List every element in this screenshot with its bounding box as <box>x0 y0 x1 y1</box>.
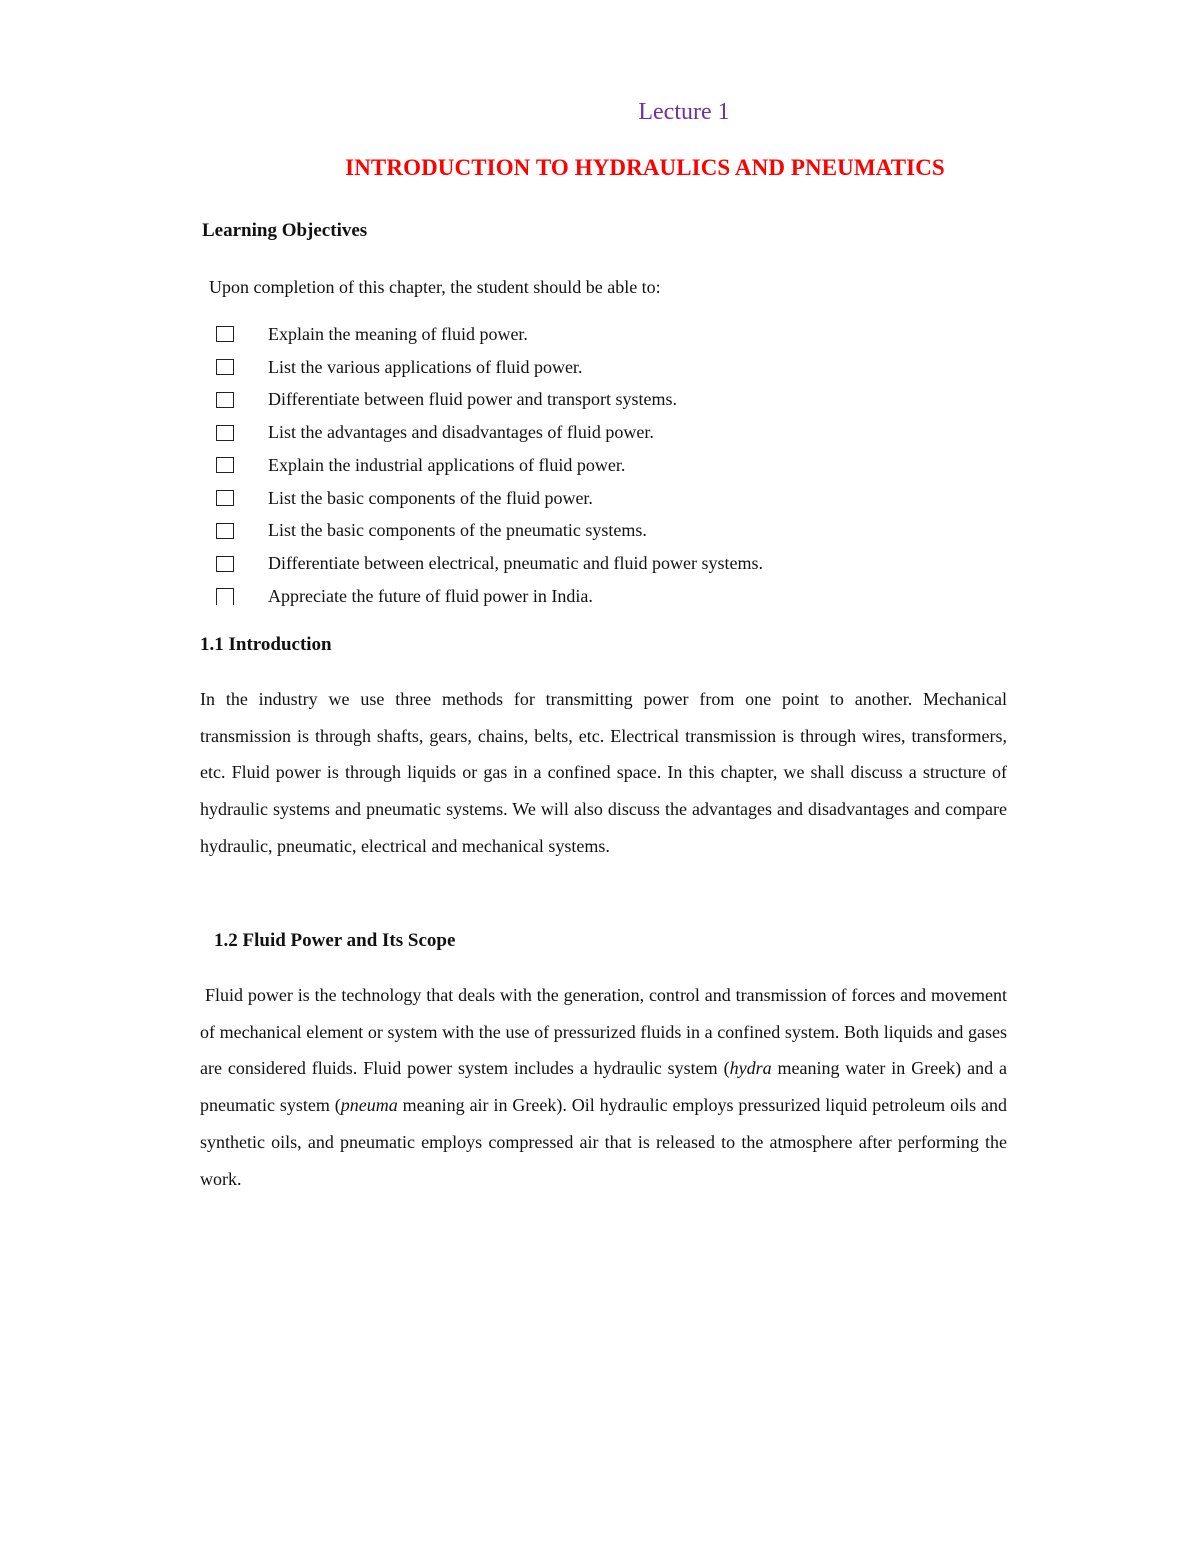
page-title: INTRODUCTION TO HYDRAULICS AND PNEUMATICS <box>345 155 945 180</box>
list-item <box>216 547 763 580</box>
paragraph-text: Fluid power is the technology that deals with the generation, control and transmission of forces and movement of mechanical element or system with the use of pressurized fluids in a confined system. Both liquids and gases are considered fluids. Fluid power system includes a hydraulic system ( <box>200 985 1007 1079</box>
list-item-text: Explain the industrial applications of fluid power. <box>268 454 626 475</box>
checkbox-icon <box>216 457 234 473</box>
list-item-text: List the basic components of the fluid power. <box>268 487 593 508</box>
list-item <box>216 449 763 482</box>
list-item-text: Differentiate between electrical, pneumatic and fluid power systems. <box>268 553 763 574</box>
section-heading-fluid-power-scope: 1.2 Fluid Power and Its Scope <box>214 930 456 951</box>
list-item-text: Explain the meaning of fluid power. <box>268 323 528 344</box>
list-item-text: List the advantages and disadvantages of fluid power. <box>268 422 654 443</box>
paragraph-text: meaning water in Greek) and a pneumatic system ( <box>200 1058 1007 1116</box>
list-item-text: List the basic components of the pneumatic systems. <box>268 520 647 541</box>
checkbox-icon <box>216 392 234 408</box>
fluid-power-scope-paragraph <box>200 977 1007 1197</box>
lecture-label: Lecture 1 <box>638 99 730 125</box>
list-item-text: List the various applications of fluid power. <box>268 356 583 377</box>
checkbox-icon <box>216 523 234 539</box>
checkbox-icon <box>216 425 234 441</box>
checkbox-icon <box>216 359 234 375</box>
section-heading-introduction: 1.1 Introduction <box>200 634 332 655</box>
objectives-heading: Learning Objectives <box>202 220 368 241</box>
list-item-text: Differentiate between fluid power and transport systems. <box>268 389 678 410</box>
list-item <box>216 318 763 351</box>
term-hydra: hydra <box>729 1058 772 1079</box>
paragraph-text: meaning air in Greek). Oil hydraulic employs pressurized liquid petroleum oils and synthetic oils, and pneumatic employs compressed air that is released to the atmosphere after performing the work. <box>200 1095 1007 1189</box>
list-item <box>216 416 763 449</box>
introduction-paragraph: In the industry we use three methods for transmitting power from one point to another. Mechanical transmission is through shafts, gears, chains, belts, etc. Electrical transmission is through wires, transformers, etc. Fluid power is through liquids or gas in a confined space. In this chapter, we shall discuss a structure of hydraulic systems and pneumatic systems. We will also discuss the advantages and disadvantages and compare hydraulic, pneumatic, electrical and mechanical systems. <box>200 689 1007 856</box>
checkbox-icon <box>216 588 234 605</box>
list-item <box>216 515 763 548</box>
list-item <box>216 580 763 613</box>
list-item <box>216 482 763 515</box>
objectives-list <box>216 318 763 613</box>
list-item-text: Appreciate the future of fluid power in India. <box>268 585 593 606</box>
list-item <box>216 384 763 417</box>
checkbox-icon <box>216 556 234 572</box>
list-item <box>216 351 763 384</box>
checkbox-icon <box>216 490 234 506</box>
objectives-intro: Upon completion of this chapter, the student should be able to: <box>209 277 661 297</box>
term-pneuma: pneuma <box>340 1095 398 1116</box>
checkbox-icon <box>216 326 234 342</box>
